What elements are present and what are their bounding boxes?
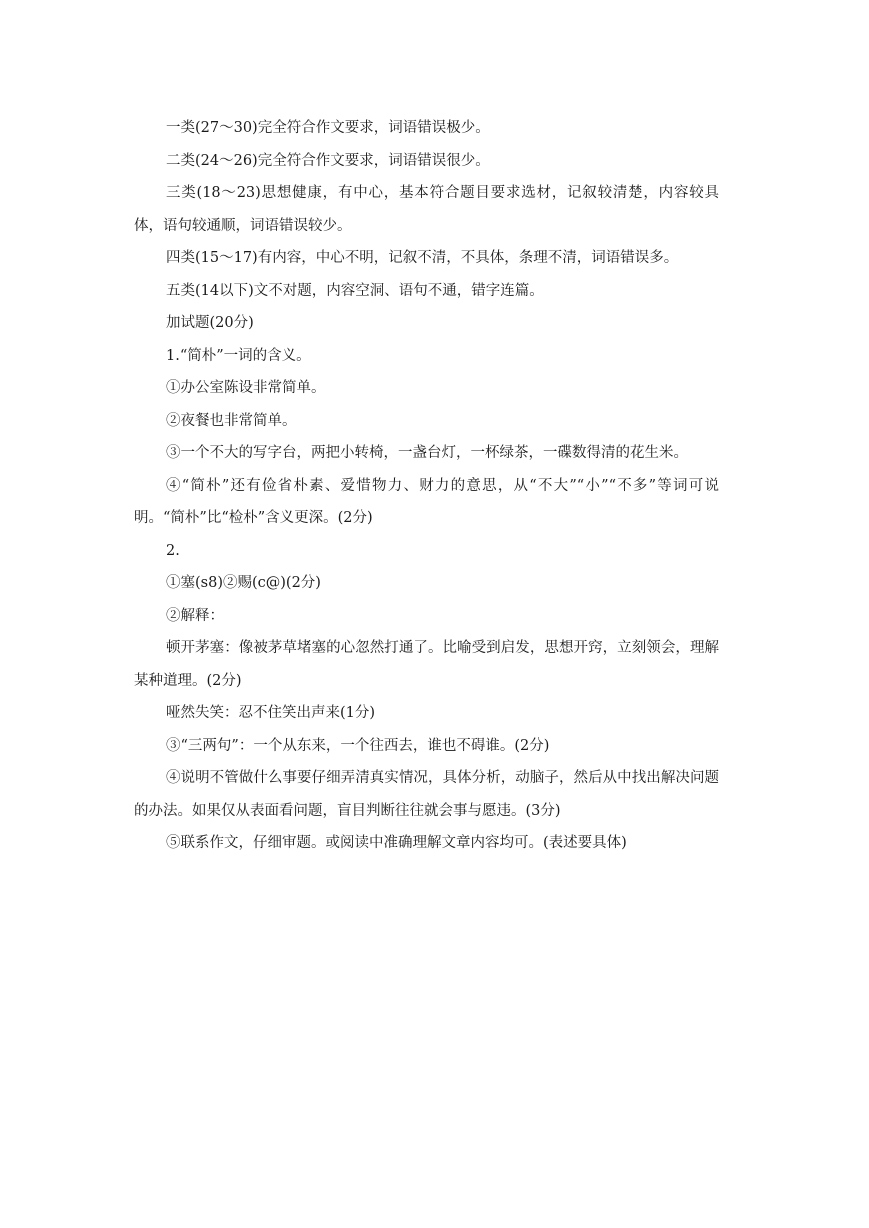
paragraph-q1-item-3: ③一个不大的写字台，两把小转椅，一盏台灯，一杯绿茶，一碟数得清的花生米。 xyxy=(166,445,688,461)
paragraph-q1-title: 1.“简朴”一词的含义。 xyxy=(166,347,311,364)
paragraph-grade-5: 五类(14以下)文不对题，内容空洞、语句不通，错字连篇。 xyxy=(166,282,544,299)
paragraph-q2-idiom-2: 哑然失笑：忍不住笑出声来(1分) xyxy=(166,705,376,721)
paragraph-q2-item-2: ②解释： xyxy=(166,607,224,624)
paragraph-grade-3: 三类(18～23)思想健康，有中心，基本符合题目要求选材，记叙较清楚，内容较具体，语句较通顺，词语错误较少。 xyxy=(134,185,719,234)
paragraph-bonus-title: 加试题(20分) xyxy=(166,315,254,331)
paragraph-q1-item-2: ②夜餐也非常简单。 xyxy=(166,412,297,429)
paragraph-q2-idiom-1: 顿开茅塞：像被茅草堵塞的心忽然打通了。比喻受到启发，思想开窍，立刻领会，理解某种道理。(2分) xyxy=(134,640,719,689)
paragraph-q2-item-5: ⑤联系作文，仔细审题。或阅读中准确理解文章内容均可。(表述要具体) xyxy=(166,835,627,851)
paragraph-q2-item-1: ①塞(s8)②赐(c@)(2分) xyxy=(166,575,321,591)
paragraph-grade-2: 二类(24～26)完全符合作文要求，词语错误很少。 xyxy=(166,152,490,169)
document-body xyxy=(134,112,719,860)
paragraph-q2-item-3: ③“三两句”：一个从东来，一个往西去，谁也不碍谁。(2分) xyxy=(166,737,550,754)
paragraph-q1-item-1: ①办公室陈设非常简单。 xyxy=(166,380,326,396)
paragraph-q2-item-4: ④说明不管做什么事要仔细弄清真实情况，具体分析，动脑子，然后从中找出解决问题的办法。如果仅从表面看问题，盲目判断往往就会事与愿违。(3分) xyxy=(134,770,719,819)
paragraph-q2-title: 2. xyxy=(166,542,180,559)
paragraph-grade-4: 四类(15～17)有内容，中心不明，记叙不清，不具体，条理不清，词语错误多。 xyxy=(166,250,679,266)
paragraph-q1-item-4: ④“简朴”还有俭省朴素、爱惜物力、财力的意思，从“不大”“小”“不多”等词可说明。“简朴”比“检朴”含义更深。(2分) xyxy=(134,477,719,526)
paragraph-grade-1: 一类(27～30)完全符合作文要求，词语错误极少。 xyxy=(166,120,490,136)
